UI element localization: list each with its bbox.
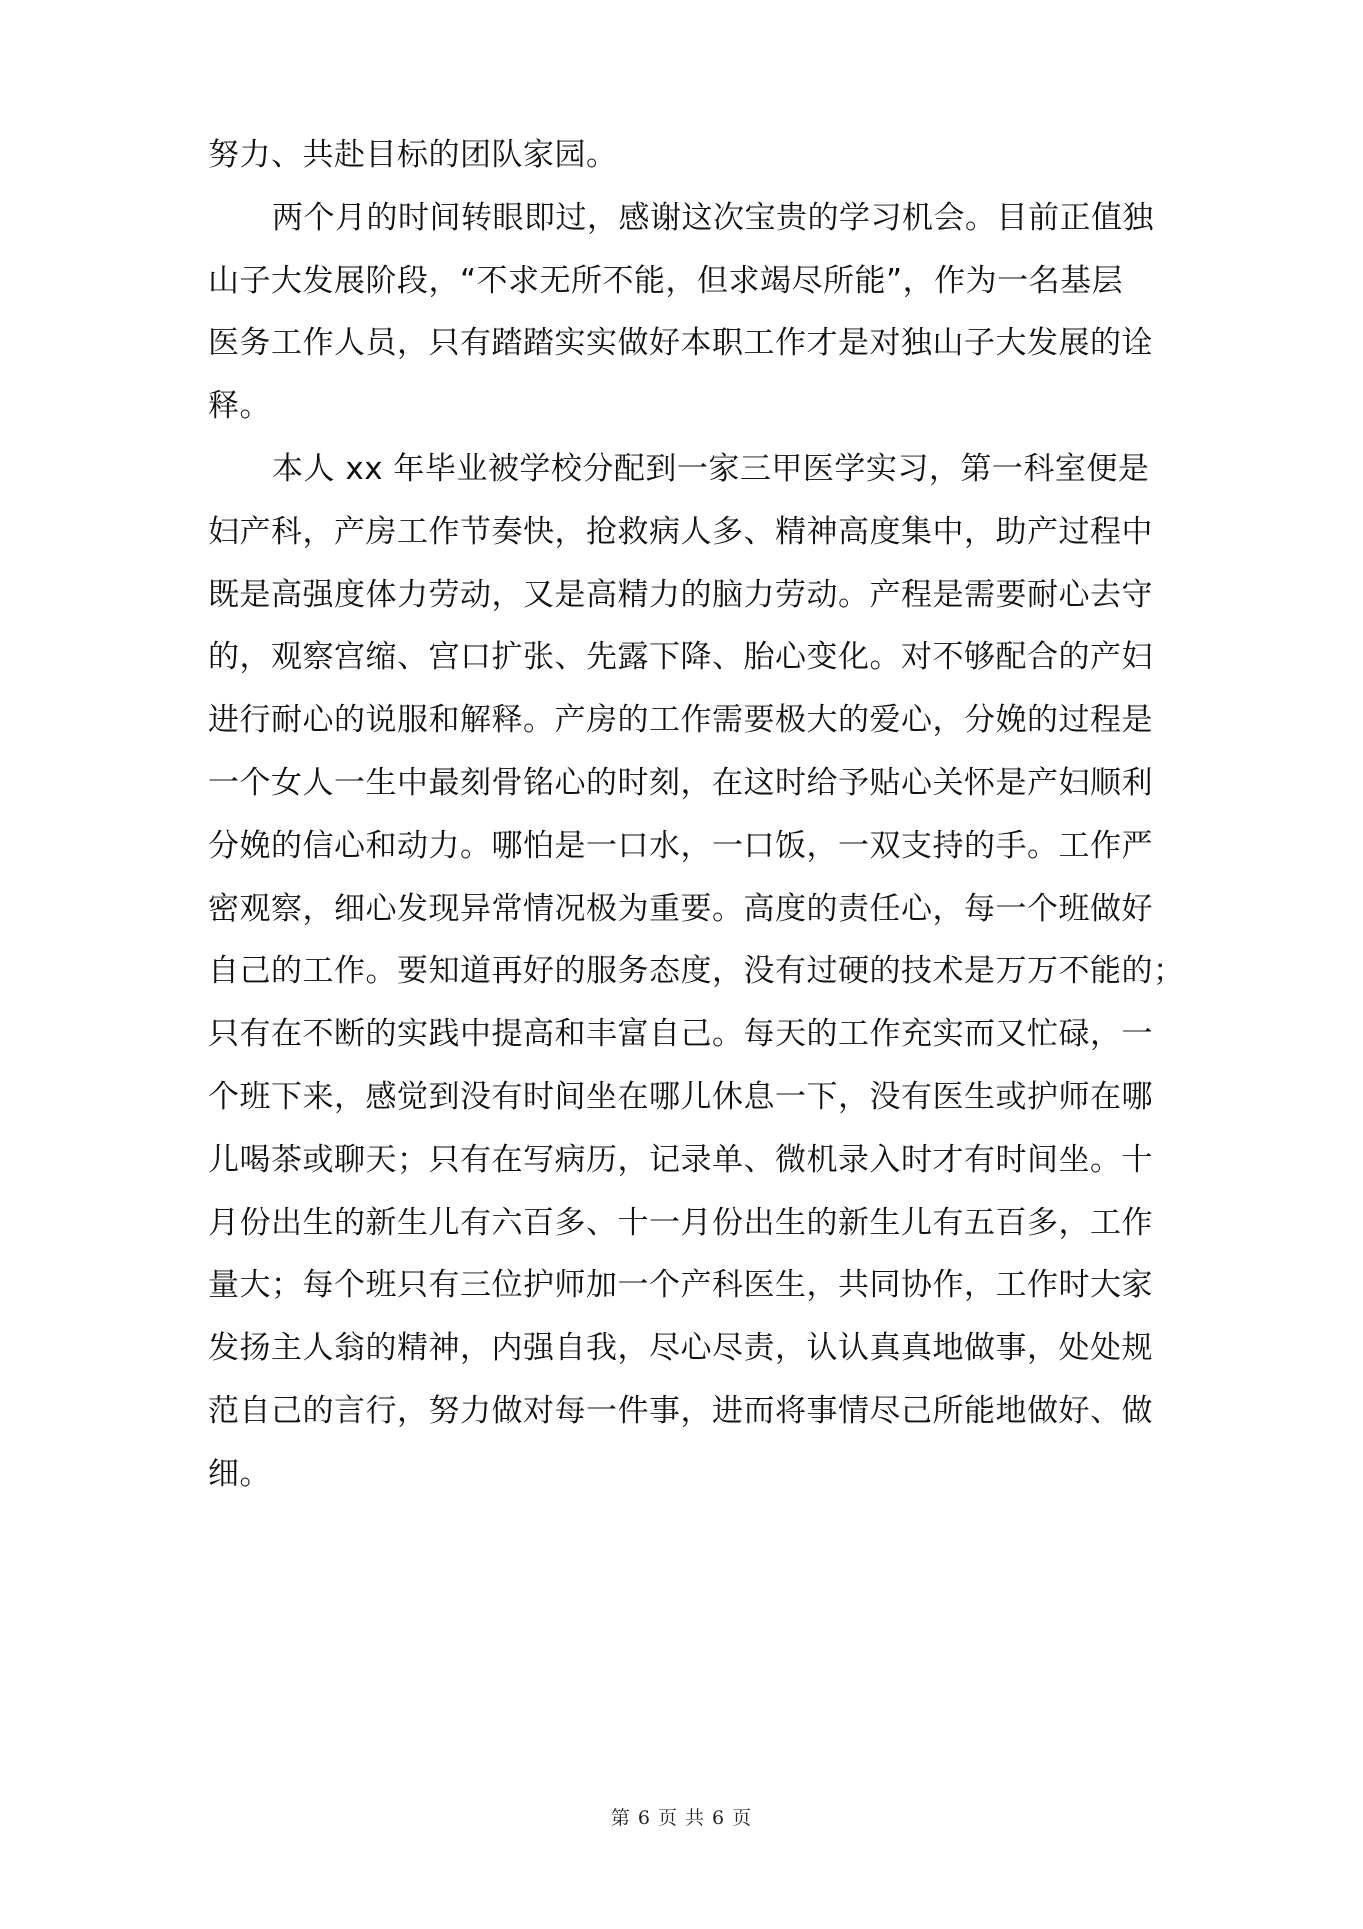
text-line: 进行耐心的说服和解释。产房的工作需要极大的爱心，分娩的过程是 xyxy=(208,702,1153,739)
text-line: 月份出生的新生儿有六百多、十一月份出生的新生儿有五百多，工作 xyxy=(208,1204,1153,1241)
text-line: 只有在不断的实践中提高和丰富自己。每天的工作充实而又忙碌，一 xyxy=(208,1016,1153,1053)
text-line: 释。 xyxy=(208,388,271,425)
text-line: 儿喝茶或聊天；只有在写病历，记录单、微机录入时才有时间坐。十 xyxy=(208,1141,1153,1178)
text-line: 量大；每个班只有三位护师加一个产科医生，共同协作，工作时大家 xyxy=(208,1267,1153,1304)
page-footer: 第 6 页 共 6 页 xyxy=(610,1807,753,1829)
text-line: 两个月的时间转眼即过，感谢这次宝贵的学习机会。目前正值独 xyxy=(272,199,1154,236)
text-line: 医务工作人员，只有踏踏实实做好本职工作才是对独山子大发展的诠 xyxy=(208,325,1153,362)
text-line: 的，观察宫缩、宫口扩张、先露下降、胎心变化。对不够配合的产妇 xyxy=(208,639,1153,676)
text-line: 既是高强度体力劳动，又是高精力的脑力劳动。产程是需要耐心去守 xyxy=(208,576,1153,613)
text-line: 一个女人一生中最刻骨铭心的时刻，在这时给予贴心关怀是产妇顺利 xyxy=(208,764,1153,801)
text-line: 发扬主人翁的精神，内强自我，尽心尽责，认认真真地做事，处处规 xyxy=(208,1330,1153,1367)
text-line: 努力、共赴目标的团队家园。 xyxy=(208,137,618,173)
text-line: 分娩的信心和动力。哪怕是一口水，一口饭，一双支持的手。工作严 xyxy=(208,827,1153,864)
text-line: 妇产科，产房工作节奏快，抢救病人多、精神高度集中，助产过程中 xyxy=(208,513,1153,550)
text-line: 本人 xx 年毕业被学校分配到一家三甲医学实习，第一科室便是 xyxy=(272,450,1150,487)
text-line: 范自己的言行，努力做对每一件事，进而将事情尽己所能地做好、做 xyxy=(208,1392,1153,1429)
text-line: 山子大发展阶段，“不求无所不能，但求竭尽所能”，作为一名基层 xyxy=(208,262,1124,299)
text-line: 密观察，细心发现异常情况极为重要。高度的责任心，每一个班做好 xyxy=(208,890,1153,927)
text-line: 细。 xyxy=(208,1455,271,1492)
text-line: 自己的工作。要知道再好的服务态度，没有过硬的技术是万万不能的； xyxy=(208,953,1185,990)
body-text xyxy=(208,124,1185,1506)
text-line: 个班下来，感觉到没有时间坐在哪儿休息一下，没有医生或护师在哪 xyxy=(208,1078,1153,1115)
